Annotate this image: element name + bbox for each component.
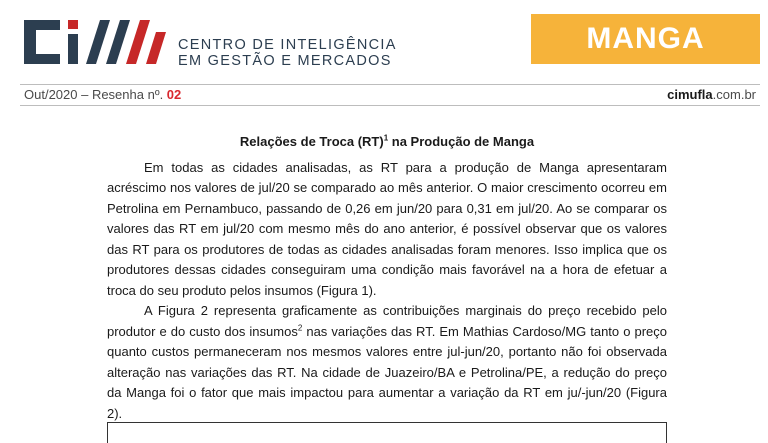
product-tag bbox=[531, 14, 760, 64]
organization-name bbox=[178, 37, 397, 69]
page-header bbox=[0, 0, 768, 84]
title-main: Relações de Troca (RT) bbox=[239, 134, 384, 149]
article bbox=[107, 132, 667, 424]
edition-prefix: Out/2020 – Resenha nº. bbox=[24, 87, 167, 102]
edition-info bbox=[24, 87, 181, 102]
product-tag-label: MANGA bbox=[586, 22, 705, 55]
figure-frame bbox=[107, 422, 667, 443]
paragraph-2 bbox=[107, 301, 667, 424]
org-name-line2: EM GESTÃO E MERCADOS bbox=[178, 53, 392, 69]
title-footnote-ref: 1 bbox=[383, 133, 389, 143]
article-title bbox=[107, 132, 667, 153]
cim-logo bbox=[20, 14, 170, 70]
paragraph-1: Em todas as cidades analisadas, as RT para a produção de Manga apresentaram acréscimo nos valores de jul/20 se comparado ao mês anterior. O maior crescimento ocorreu em Petrolina em Pernambuco, passando de 0,26 em jun/20 para 0,31 em jul/20. Ao se comparar os valores das RT em jul/20 com mesmo mês do ano anterior, é possível observar que os valores das RT para os produtores de todas as cidades analisadas foram menores. Isso implica que os produtores dessas cidades conseguiram uma condição mais favorável na a hora de efetuar a troca do seu produto pelos insumos (Figura 1). bbox=[107, 159, 667, 298]
meta-bar bbox=[20, 84, 760, 106]
website-link[interactable] bbox=[667, 87, 756, 102]
website-domain: .com.br bbox=[712, 87, 756, 102]
org-name-line1: CENTRO DE INTELIGÊNCIA bbox=[178, 37, 397, 53]
title-rest: na Produção de Manga bbox=[388, 134, 535, 149]
paragraph-2-part-b: nas variações das RT. Em Mathias Cardoso/MG tanto o preço quanto custos permaneceram nos mesmos valores entre jul-jun/20, portanto não foi observada alteração nas variações das RT. Na cidade de Juazeiro/BA e Petrolina/PE, a redução do preço da Manga foi o fator que mais impactou para aumentar a variação da RT em ju/-jun/20 (Figura 2). bbox=[107, 323, 668, 421]
footnote-ref-2: 2 bbox=[297, 323, 303, 333]
website-bold: cimufla bbox=[667, 87, 713, 102]
paragraph-2-part-a: A Figura 2 representa graficamente as contribuições marginais do preço recebido pelo produtor e do custo dos insumos bbox=[107, 303, 667, 339]
edition-number: 02 bbox=[166, 87, 182, 102]
